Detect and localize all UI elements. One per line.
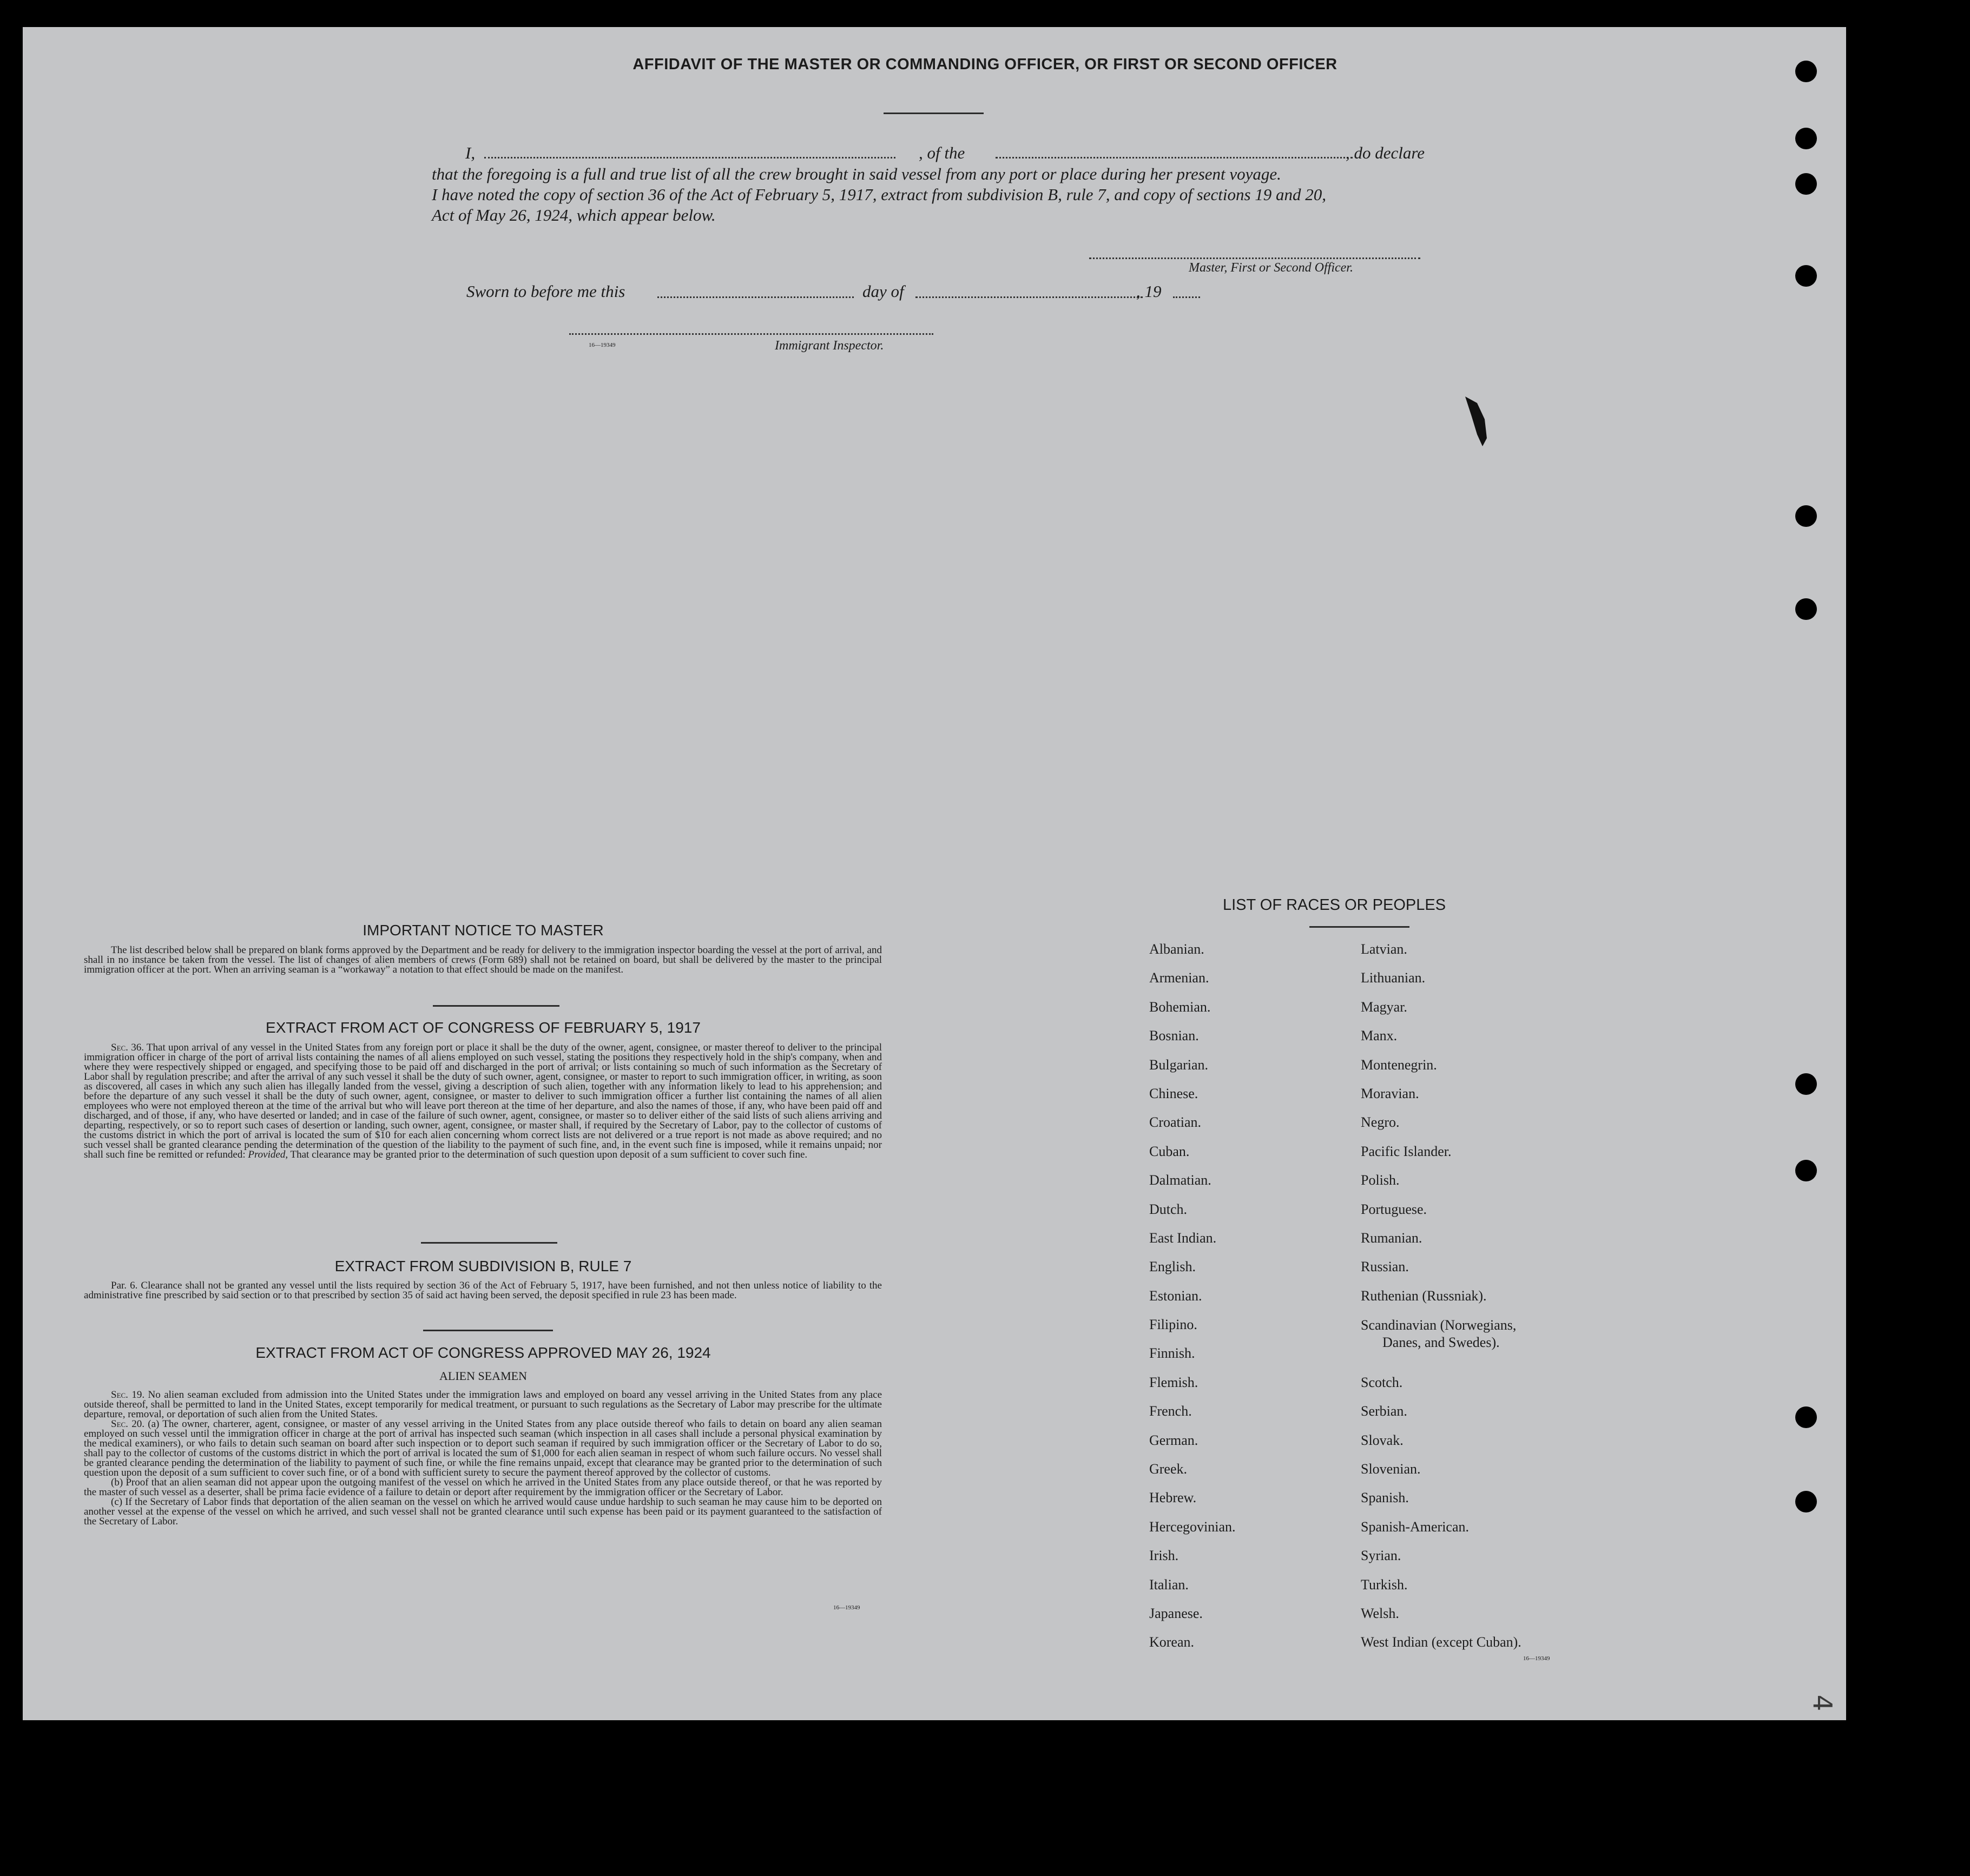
rule-7-body (84, 1281, 882, 1300)
race-item: Latvian. (1361, 941, 1407, 957)
race-item: French. (1149, 1403, 1192, 1419)
race-item: Filipino. (1149, 1317, 1197, 1333)
races-left-column (1149, 941, 1236, 1663)
race-item: Japanese. (1149, 1605, 1203, 1621)
vessel-blank (996, 157, 1353, 158)
affidavit-line-2: that the foregoing is a full and true list of all the crew brought in said vessel from any port or place during her present voyage. (432, 164, 1281, 183)
notice-body (84, 946, 882, 975)
sec-20c-text: (c) If the Secretary of Labor finds that deportation of the alien seaman on the vessel on which he arrived would cause undue hardship to such seaman he may cause him to be deported on another vessel at the expense of the vessel on which he arrived, and such vessel shall not be granted clearance until such expense has been paid or its payment guaranteed to the satisfaction of the Secretary of Labor. (84, 1496, 882, 1527)
race-item: Dalmatian. (1149, 1172, 1211, 1188)
race-item: Korean. (1149, 1634, 1195, 1650)
race-item: Bulgarian. (1149, 1056, 1209, 1073)
race-item: Italian. (1149, 1576, 1189, 1593)
alien-seamen-subtitle: ALIEN SEAMEN (439, 1369, 527, 1383)
race-item-scandinavian (1361, 1317, 1521, 1375)
year-text: , 19 (1136, 282, 1162, 301)
race-item: Finnish. (1149, 1345, 1195, 1362)
race-item: Russian. (1361, 1259, 1409, 1275)
race-item: Magyar. (1361, 999, 1407, 1015)
ink-blot (1461, 392, 1499, 452)
race-item: Ruthenian (Russniak). (1361, 1287, 1487, 1304)
binding-hole (1795, 1406, 1817, 1428)
section-divider (433, 1005, 559, 1007)
binding-hole (1795, 505, 1817, 527)
binding-hole (1795, 128, 1817, 149)
form-number: 16—19349 (589, 342, 616, 348)
race-item: Bosnian. (1149, 1028, 1199, 1044)
race-item: Negro. (1361, 1114, 1400, 1131)
provided-word: Provided, (248, 1149, 288, 1160)
extract-1924-title: EXTRACT FROM ACT OF CONGRESS APPROVED MAY 26, 1924 (255, 1344, 711, 1361)
races-right-column (1361, 941, 1521, 1663)
sec-20a (84, 1419, 882, 1478)
race-item: Greek. (1149, 1461, 1188, 1477)
race-item-continued: Danes, and Swedes). (1382, 1335, 1500, 1351)
affidavit-declare: , do declare (1346, 143, 1425, 162)
races-title-underline (1309, 926, 1409, 928)
inspector-caption: Immigrant Inspector. (775, 339, 884, 353)
affidavit-of-the: , of the (919, 143, 965, 162)
rule-7-title: EXTRACT FROM SUBDIVISION B, RULE 7 (334, 1258, 632, 1274)
year-blank (1173, 296, 1200, 298)
race-item: Scandinavian (Norwegians, (1361, 1317, 1517, 1333)
race-item: German. (1149, 1432, 1198, 1448)
extract-1924-body (84, 1390, 882, 1527)
race-item: Portuguese. (1361, 1201, 1427, 1217)
race-item: English. (1149, 1259, 1196, 1275)
section-divider (421, 1242, 557, 1244)
binding-hole (1795, 1073, 1817, 1095)
race-item: Chinese. (1149, 1085, 1198, 1101)
sec-36-tail: That clearance may be granted prior to the determination of such question upon deposit of a sum sufficient to cover such fine. (290, 1149, 808, 1160)
race-item: Estonian. (1149, 1287, 1202, 1304)
affidavit-i: I, (465, 143, 476, 162)
inspector-signature-line (569, 333, 933, 335)
sec-20a-text: (a) The owner, charterer, agent, consignee, or master of any vessel arriving in the United States from any place outside thereof who fails to detain on board any alien seaman employed on such vessel until the immigration officer in charge at the port of arrival has inspected such seaman (which inspection in all cases shall include a personal physical examination by the medical examiners), or who fails to detain such seaman on board after such inspection or to deport such seaman if required by such immigration officer or the Secretary of Labor to do so, shall pay to the collector of customs of the customs district in which the port of arrival is located the sum of $1,000 for each alien seaman in respect of whom such failure occurs. No vessel shall be granted clearance pending the determination of the liability to payment of such fine, or while the fine remains unpaid, except that clearance may be granted prior to the determination of such question upon the deposit of a sum sufficient to cover such fine, or of a bond with sufficient surety to secure the payment thereof approved by the collector of customs. (84, 1418, 882, 1478)
race-item: Cuban. (1149, 1143, 1190, 1159)
sworn-text: Sworn to before me this (466, 282, 625, 301)
race-item: Rumanian. (1361, 1230, 1422, 1246)
binding-hole (1795, 1160, 1817, 1181)
race-item: Armenian. (1149, 970, 1209, 986)
race-item: West Indian (except Cuban). (1361, 1634, 1521, 1650)
rule-7-text: Par. 6. Clearance shall not be granted any vessel until the lists required by section 36 of the Act of February 5, 1917, have been furnished, and not then unless notice of liability to the administrative fine prescribed by said section or to that prescribed by section 35 of said act having been served, the deposit specified in rule 23 has been made. (84, 1280, 882, 1301)
race-item: Polish. (1361, 1172, 1400, 1188)
sworn-month-blank (915, 296, 1143, 298)
race-item: Manx. (1361, 1028, 1398, 1044)
race-item: Lithuanian. (1361, 970, 1426, 986)
sec-19-text: No alien seaman excluded from admission into the United States under the immigration laws and employed on board any vessel arriving in the United States from any place outside thereof, shall be permitted to land in the United States, except temporarily for medical treatment, or pursuant to such regulations as the Secretary of Labor may prescribe for the ultimate departure, removal, or deportation of such alien from the United States. (84, 1389, 882, 1420)
race-item: Irish. (1149, 1548, 1179, 1564)
race-item: Bohemian. (1149, 999, 1211, 1015)
title-underline (884, 113, 984, 114)
binding-hole (1795, 173, 1817, 195)
binding-hole (1795, 1491, 1817, 1512)
sec-19 (84, 1390, 882, 1419)
race-item: Spanish-American. (1361, 1518, 1470, 1535)
day-of-text: day of (862, 282, 904, 301)
sworn-day-blank (657, 296, 854, 298)
name-blank (484, 157, 895, 158)
race-item: Pacific Islander. (1361, 1143, 1452, 1159)
race-item: Moravian. (1361, 1085, 1419, 1101)
race-item: Syrian. (1361, 1548, 1401, 1564)
affidavit-line-4: Act of May 26, 1924, which appear below. (432, 206, 716, 224)
race-item: Welsh. (1361, 1606, 1399, 1621)
form-number: 16—19349 (833, 1604, 860, 1611)
race-item: Hercegovinian. (1149, 1518, 1236, 1535)
race-item: Albanian. (1149, 941, 1204, 957)
sec-20b-text: (b) Proof that an alien seaman did not appear upon the outgoing manifest of the vessel on which he arrived in the United States from any place outside thereof, or that he was reported by the master of such vessel as a deserter, shall be prima facie evidence of a failure to detain or deport after requirement by the immigration officer or the Secretary of Labor. (84, 1477, 882, 1498)
sec-20b (84, 1478, 882, 1497)
race-item: Turkish. (1361, 1576, 1408, 1593)
race-item: Flemish. (1149, 1374, 1198, 1390)
race-item: East Indian. (1149, 1230, 1217, 1246)
notice-text: The list described below shall be prepared on blank forms approved by the Department and be ready for delivery to the immigration inspector boarding the vessel at the port of arrival, and shall in no instance be taken from the vessel. The list of changes of alien members of crews (Form 689) shall not be retained on board, but shall be delivered by the master to the principal immigration officer at the port. When an arriving seaman is a “workaway” a notation to that effect should be made on the manifest. (84, 944, 882, 975)
section-divider (423, 1330, 553, 1331)
signature-line (1089, 257, 1420, 259)
sec-36-label: Sec. 36. (111, 1042, 144, 1053)
race-item: Dutch. (1149, 1201, 1188, 1217)
signature-caption: Master, First or Second Officer. (1189, 261, 1353, 275)
affidavit-title: AFFIDAVIT OF THE MASTER OR COMMANDING OFFICER, OR FIRST OR SECOND OFFICER (632, 56, 1338, 73)
extract-1917-body (84, 1043, 882, 1160)
sec-20-label: Sec. 20. (111, 1418, 144, 1430)
race-item: Serbian. (1361, 1403, 1407, 1419)
race-item: Slovak. (1361, 1432, 1404, 1448)
binding-hole (1795, 265, 1817, 287)
handwritten-page-mark: 4 (1807, 1694, 1837, 1712)
affidavit-line-3: I have noted the copy of section 36 of the Act of February 5, 1917, extract from subdivision B, rule 7, and copy of sections 19 and 20, (432, 185, 1327, 204)
notice-title: IMPORTANT NOTICE TO MASTER (363, 922, 604, 939)
extract-1917-title: EXTRACT FROM ACT OF CONGRESS OF FEBRUARY 5, 1917 (266, 1019, 701, 1036)
sec-36-text: That upon arrival of any vessel in the United States from any foreign port or place it shall be the duty of the owner, agent, consignee, or master thereof to deliver to the principal immigration officer in charge of the port of arrival lists containing the names of all aliens employed on such vessel, stating the positions they respectively hold in the ship's company, when and where they were respectively shipped or engaged, and specifying those to be paid off and discharged in the port of arrival; or lists containing so much of such information as the Secretary of Labor shall by regulation prescribe; and after the arrival of any such vessel it shall be the duty of such owner, agent, consignee, or master to report to such immigration officer, in writing, as soon as discovered, all cases in which any such alien has illegally landed from the vessel, giving a description of such alien, together with any information likely to lead to his apprehension; and before the departure of any such vessel it shall be the duty of such owner, agent, consignee, or master to deliver to such immigration officer a further list containing the names of all alien employees who were not employed thereon at the time of the arrival but who will leave port thereon at the time of her departure, and also the names of those, if any, who have been paid off and discharged, and of those, if any, who have deserted or landed; and in case of the failure of such owner, agent, consignee, or master so to deliver either of the said lists of such aliens arriving and departing, respectively, or so to report such cases of desertion or landing, such owner, agent, consignee, or master shall, if required by the Secretary of Labor, pay to the collector of customs of the customs district in which the port of arrival is located the sum of $10 for each alien concerning whom correct lists are not delivered or a true report is not made as above required; and no such vessel shall be granted clearance pending the determination of the question of the liability to the payment of such fine, and, in the event such fine is imposed, while it remains unpaid; nor shall such fine be remitted or refunded: (84, 1042, 882, 1160)
race-item: Montenegrin. (1361, 1056, 1437, 1073)
race-item: Spanish. (1361, 1490, 1409, 1506)
binding-hole (1795, 598, 1817, 620)
race-item: Hebrew. (1149, 1490, 1197, 1506)
race-item: Croatian. (1149, 1114, 1202, 1131)
race-item: Slovenian. (1361, 1461, 1421, 1477)
sec-20c (84, 1497, 882, 1527)
form-number: 16—19349 (1523, 1655, 1550, 1662)
races-title: LIST OF RACES OR PEOPLES (1223, 896, 1446, 914)
race-item: Scotch. (1361, 1374, 1403, 1390)
sec-19-label: Sec. 19. (111, 1389, 145, 1401)
